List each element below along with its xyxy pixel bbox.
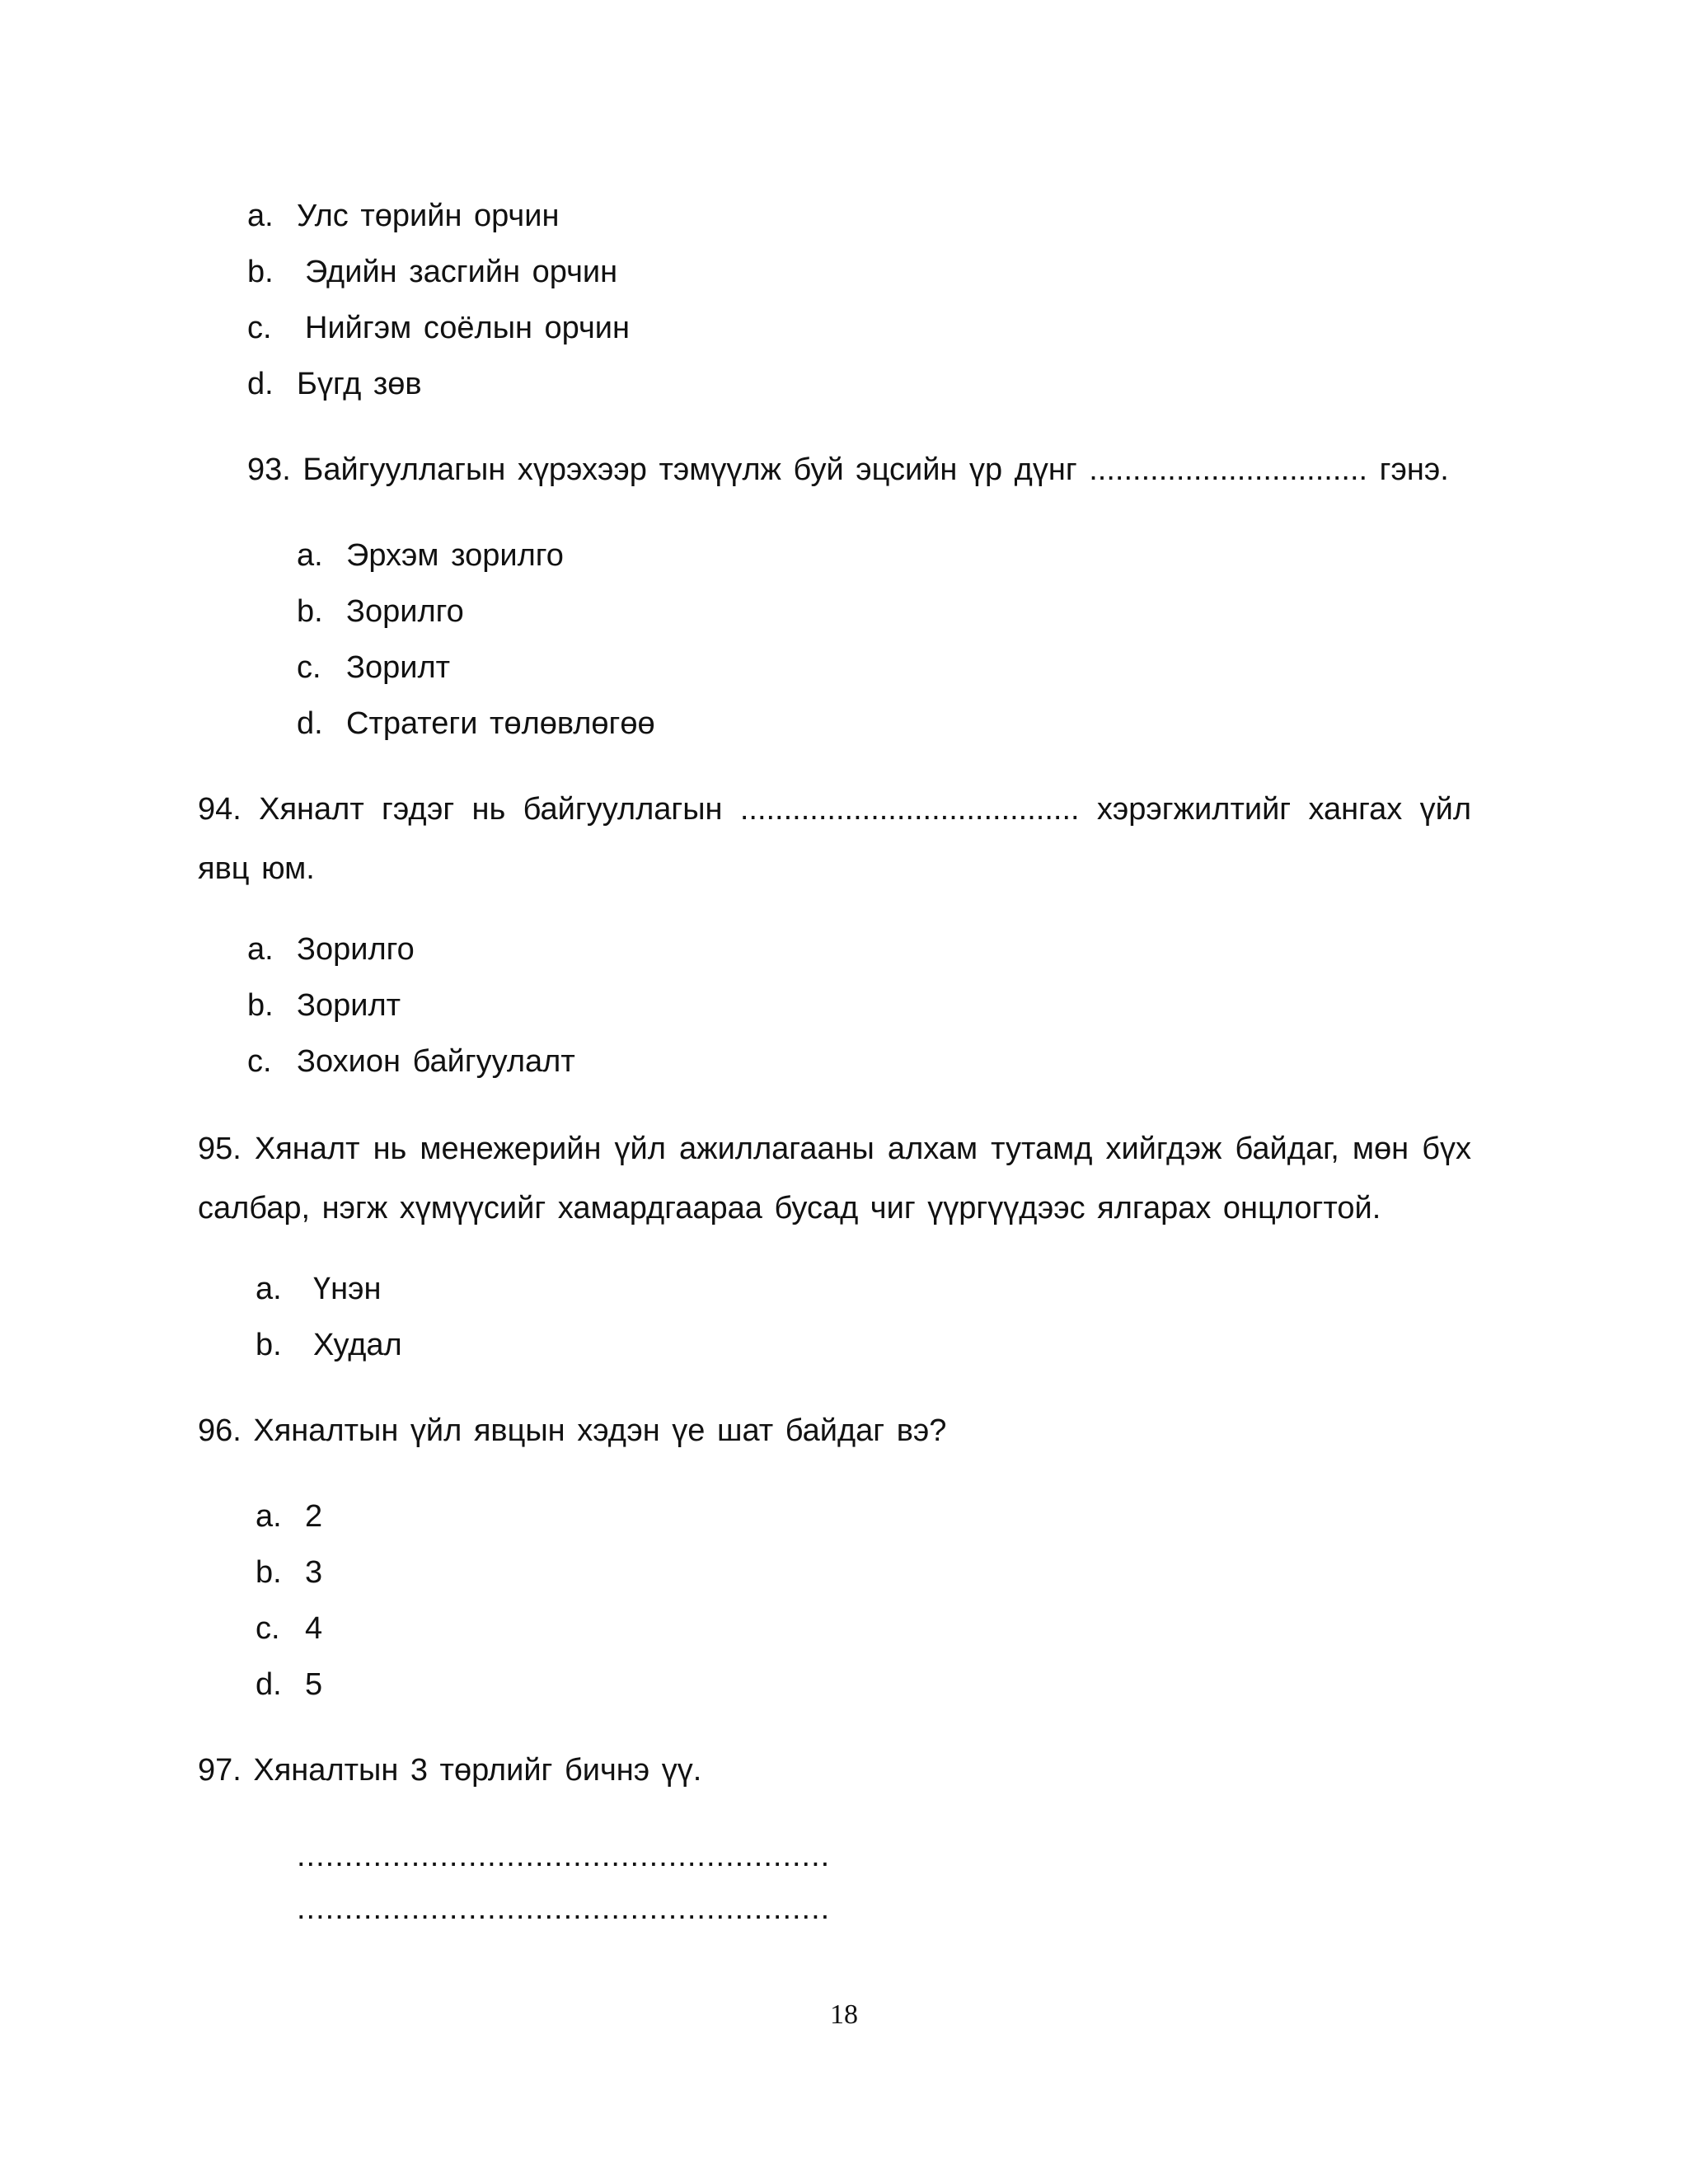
option-text: Үнэн [313, 1272, 382, 1306]
q93-option-a [297, 536, 564, 575]
q94-option-c [247, 1042, 575, 1081]
q96-option-a [256, 1497, 322, 1536]
q92-option-d [247, 364, 422, 404]
q93-option-d [297, 704, 655, 743]
q92-option-b [247, 252, 617, 292]
q93-option-b [297, 592, 464, 631]
q95-option-b [256, 1325, 402, 1365]
q95-option-a [256, 1269, 382, 1309]
option-text: Зорилго [297, 932, 415, 967]
option-letter: a. [256, 1272, 282, 1306]
option-text: Эдийн засгийн орчин [305, 255, 618, 289]
q93-question [247, 450, 1449, 490]
option-letter: d. [247, 367, 274, 401]
option-letter: d. [256, 1667, 282, 1702]
option-letter: b. [247, 255, 274, 289]
option-letter: b. [247, 988, 274, 1023]
option-text: 4 [305, 1611, 323, 1646]
q93-option-c [297, 648, 450, 687]
option-text: Улс төрийн орчин [297, 199, 560, 233]
q96-option-d [256, 1665, 322, 1704]
option-letter: b. [256, 1328, 282, 1362]
option-letter: a. [247, 199, 274, 233]
option-letter: a. [297, 538, 323, 573]
q97-answer-line-1[interactable]: ........................................................ [297, 1839, 831, 1873]
question-text: 93. Байгууллагын хүрэхээр тэмүүлж буй эцсийн үр дүнг ................................ гэнэ. [247, 452, 1449, 487]
q94-question: 94. Хяналт гэдэг нь байгууллагын ....................................... хэрэгжилтийг хангах үйл явц юм. [198, 792, 1471, 886]
q96-question [198, 1411, 946, 1451]
option-letter: c. [256, 1611, 280, 1646]
question-text: 97. Хяналтын 3 төрлийг бичнэ үү. [198, 1753, 702, 1788]
option-letter: c. [247, 311, 272, 345]
option-text: 5 [305, 1667, 323, 1702]
question-text: 96. Хяналтын үйл явцын хэдэн үе шат байдаг вэ? [198, 1413, 947, 1448]
option-text: Зорилт [346, 650, 451, 685]
option-letter: b. [256, 1555, 282, 1590]
option-letter: d. [297, 706, 323, 741]
option-text: Худал [313, 1328, 402, 1362]
option-text: 2 [305, 1499, 323, 1534]
q97-question [198, 1750, 701, 1790]
q96-option-c [256, 1609, 322, 1648]
option-text: Зохион байгуулалт [297, 1044, 575, 1079]
option-letter: c. [247, 1044, 272, 1079]
q94-option-b [247, 986, 401, 1025]
option-letter: b. [297, 594, 323, 629]
q97-answer-line-2[interactable]: ........................................................ [297, 1891, 831, 1926]
option-text: Зорилт [297, 988, 401, 1023]
q94-option-a [247, 930, 415, 969]
q95-question: 95. Хяналт нь менежерийн үйл ажиллагааны алхам тутамд хийгдэж байдаг, мөн бүх салбар, нэгж хүмүүсийг хамардгаараа бусад чиг үүргүүдээс ялгарах онцлогтой. [198, 1132, 1471, 1226]
q92-option-c [247, 308, 630, 348]
option-letter: a. [256, 1499, 282, 1534]
option-letter: c. [297, 650, 321, 685]
option-text: Стратеги төлөвлөгөө [346, 706, 655, 741]
option-letter: a. [247, 932, 274, 967]
q96-option-b [256, 1553, 322, 1592]
option-text: Нийгэм соёлын орчин [305, 311, 630, 345]
option-text: Эрхэм зорилго [346, 538, 564, 573]
page-number: 18 [830, 1999, 858, 2030]
q92-option-a [247, 196, 559, 236]
option-text: Бүгд зөв [297, 367, 422, 401]
option-text: 3 [305, 1555, 323, 1590]
option-text: Зорилго [346, 594, 464, 629]
